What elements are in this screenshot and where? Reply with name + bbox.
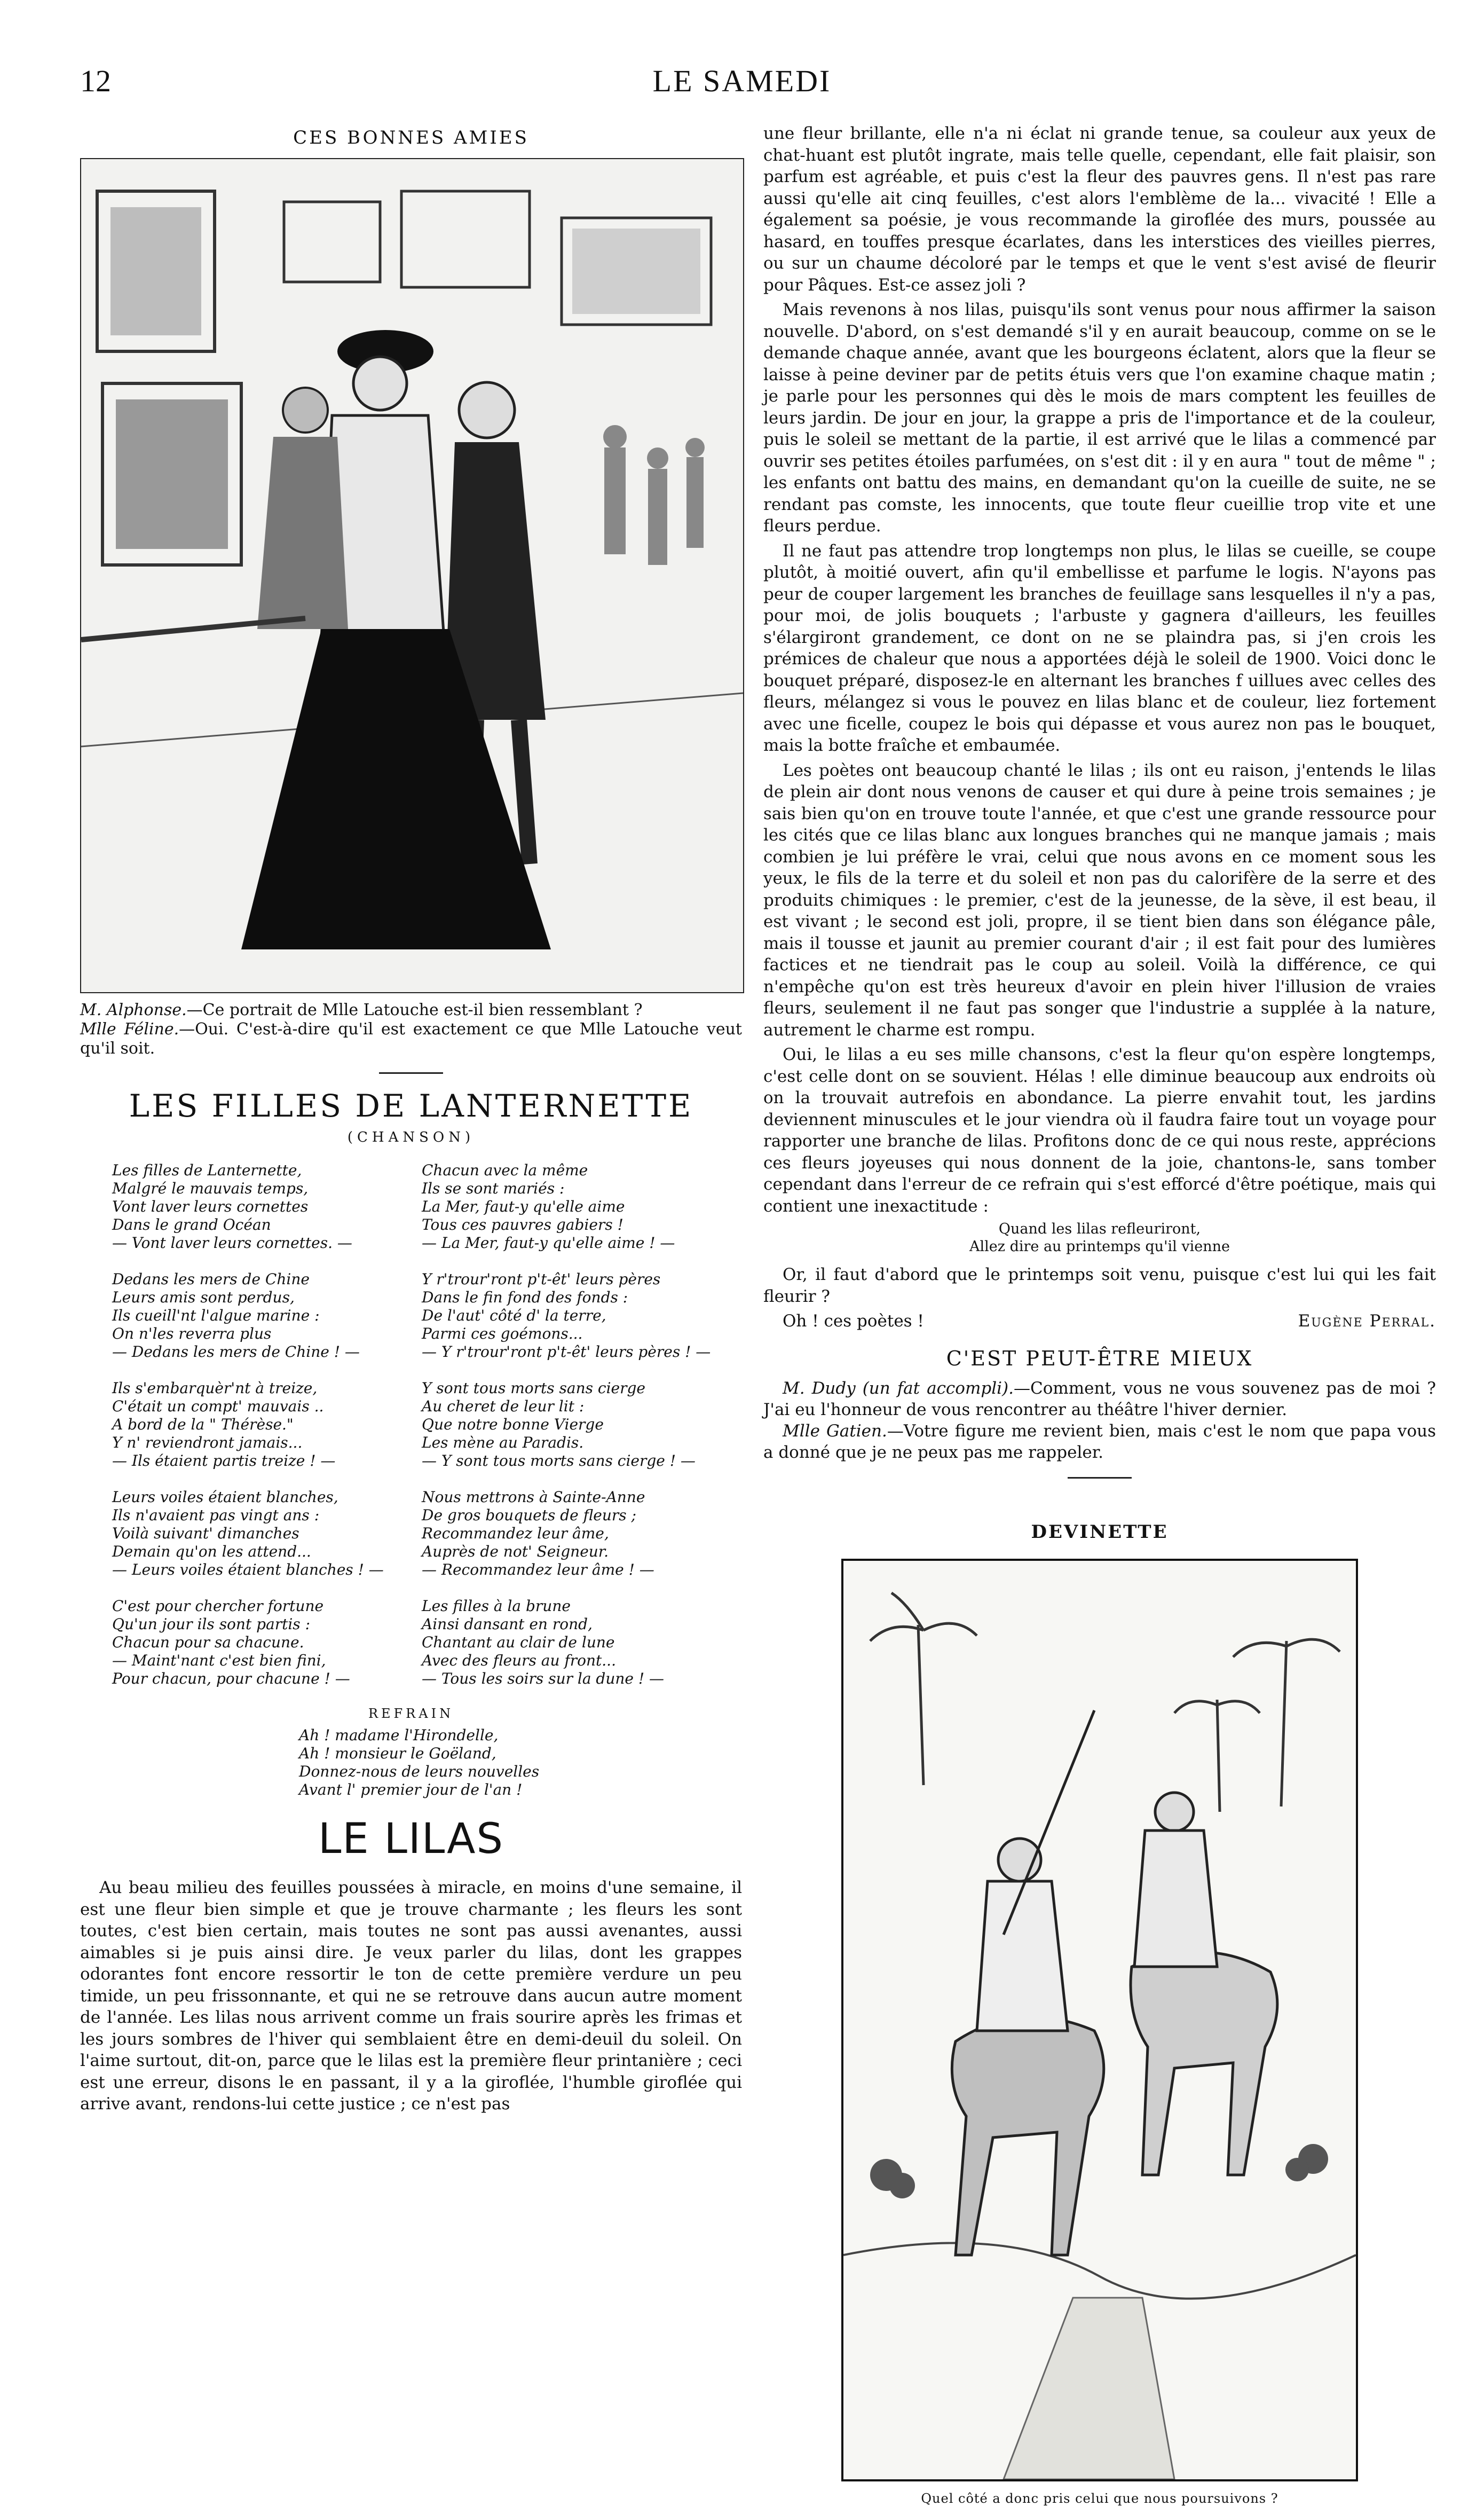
gallery-drawing <box>81 159 743 992</box>
verse-line: Demain qu'on les attend... <box>112 1543 311 1560</box>
verse-line: Dans le grand Océan <box>112 1216 271 1234</box>
verse-line: Quand les lilas refleuriront, <box>998 1221 1201 1237</box>
verse-line: Vont laver leurs cornettes <box>112 1198 309 1215</box>
song-subtitle: (CHANSON) <box>347 1129 475 1145</box>
divider <box>1068 1477 1132 1479</box>
verse-line: C'est pour chercher fortune <box>112 1597 324 1615</box>
article-paragraph: une fleur brillante, elle n'a ni éclat ni grande tenue, sa couleur aux yeux de chat-huant est plutôt ingrate, mais telle quelle, cependant, elle fait plaisir, son parfum est agréable, et puis c'est la fleur des pauvres gens. Il n'est pas rare aussi qu'elle ait cinq feuilles, c'est alors l'emblème de la... vivacité ! Elle a également sa poésie, je vous recommande la giroflée des murs, poussée au hasard, en touffes presque écarlates, dans les interstices des vieilles pierres, ou sur un chaume décoloré par le temps et que le vent s'est avisé de fleurir pour Pâques. Est-ce assez joli ? <box>763 124 1436 295</box>
signature-line <box>763 1310 1436 1332</box>
illustration-caption <box>80 1001 742 1058</box>
verse-line: Qu'un jour ils sont partis : <box>112 1615 311 1633</box>
dialog-line <box>763 1420 1436 1463</box>
stanza-row-1 <box>80 1161 742 1252</box>
page-header <box>80 63 1404 106</box>
caption-speaker-1: M. Alphonse. <box>80 1001 187 1019</box>
stanza <box>112 1270 400 1361</box>
verse-line: Nous mettrons à Sainte-Anne <box>422 1488 645 1506</box>
verse-line: Leurs amis sont perdus, <box>112 1289 295 1306</box>
horsemen-drawing <box>843 1561 1356 2479</box>
devinette-title: DEVINETTE <box>1031 1521 1169 1543</box>
verse-line: Leurs voiles étaient blanches, <box>112 1488 338 1506</box>
article-paragraph: Les poètes ont beaucoup chanté le lilas ; ils ont eu raison, j'entends le lilas de plein air dont nous venons de causer et qui dure à peine trois semaines ; je sais bien qu'on en trouve toute l'année, et que c'est une grande ressource pour les cités que ce lilas blanc aux longues branches qui ne manque jamais ; mais combien je lui préfère le vrai, celui que nous avons en ce moment sous les yeux, le fils de la terre et du soleil et non pas du calorifère de la serre et des produits chimiques : le premier, c'est de la jeunesse, de la sève, il est beau, il est vivant ; le second est joli, propre, il se tient bien dans son élégance pâle, mais il tousse et jaunit au premier courant d'air ; il est fait pour des lumières factices et ne tiendrait pas le coup au soleil. Voilà la différence, ce qui n'empêche qu'on est très heureux d'avoir en plein hiver l'illusion de vraies fleurs, seulement il ne faut pas songer que l'industrie a supplée à la nature, autrement le charme est rompu. <box>763 760 1436 1040</box>
stanza-row-3 <box>80 1379 742 1470</box>
quoted-verse <box>763 1220 1436 1255</box>
verse-line: De l'aut' côté d' la terre, <box>422 1307 606 1324</box>
verse-line: Ainsi dansant en rond, <box>422 1615 593 1633</box>
verse-line: — Vont laver leurs cornettes. — <box>112 1234 352 1252</box>
refrain-label: REFRAIN <box>368 1706 454 1721</box>
speaker: M. Dudy (un fat accompli). <box>783 1379 1014 1398</box>
song-title: LES FILLES DE LANTERNETTE <box>129 1088 693 1124</box>
verse-line: On n'les reverra plus <box>112 1325 272 1342</box>
stanza <box>422 1488 710 1579</box>
verse-line: — Y sont tous morts sans cierge ! — <box>422 1452 696 1470</box>
devinette-caption: Quel côté a donc pris celui que nous poursuivons ? <box>921 2491 1278 2506</box>
gallery-illustration <box>80 158 744 993</box>
stanza <box>112 1488 400 1579</box>
verse-line: Avec des fleurs au front... <box>422 1652 616 1669</box>
verse-line: Recommandez leur âme, <box>422 1525 609 1542</box>
verse-line: Ils cueill'nt l'algue marine : <box>112 1307 320 1324</box>
stanza <box>112 1161 400 1252</box>
verse-line: Les filles à la brune <box>422 1597 571 1615</box>
verse-line: Tous ces pauvres gabiers ! <box>422 1216 623 1234</box>
verse-line: Auprès de not' Seigneur. <box>422 1543 609 1560</box>
verse-line: Chacun avec la même <box>422 1161 588 1179</box>
article-paragraph: Or, il faut d'abord que le printemps soit venu, puisque c'est lui qui les fait fleurir ? <box>763 1265 1436 1306</box>
stanza-row-4 <box>80 1488 742 1579</box>
verse-line: — La Mer, faut-y qu'elle aime ! — <box>422 1234 675 1252</box>
verse-line: Ah ! madame l'Hirondelle, <box>299 1726 499 1744</box>
verse-line: Y r'trour'ront p't-êt' leurs pères <box>422 1270 661 1288</box>
verse-line: De gros bouquets de fleurs ; <box>422 1506 636 1524</box>
verse-line: Dedans les mers de Chine <box>112 1270 310 1288</box>
stanza-row-2 <box>80 1270 742 1361</box>
article-title: LE LILAS <box>318 1815 504 1863</box>
section-title: C'EST PEUT-ÊTRE MIEUX <box>946 1347 1253 1370</box>
verse-line: Ils n'avaient pas vingt ans : <box>112 1506 320 1524</box>
verse-line: — Tous les soirs sur la dune ! — <box>422 1670 665 1687</box>
stanza <box>422 1597 710 1688</box>
stanza <box>422 1379 710 1470</box>
article-paragraph: Mais revenons à nos lilas, puisqu'ils sont venus pour nous affirmer la saison nouvelle. D'abord, on s'est demandé s'il y en aurait beaucoup, comme on se le demande chaque année, avant que les bourgeons éclatent, alors que la fleur se laisse à peine deviner par de petits étuis vers que l'on examine chaque matin ; je parle pour les personnes qui dès le mois de mars comptent les feuilles de leurs jardin. De jour en jour, la grappe a pris de l'importance et de la couleur, puis le soleil se mettant de la partie, il est arrivé que le lilas a commencé par ouvrir ses petites étoiles parfumées, on s'est dit : il y en aura " tout de même " ; les enfants ont battu des mains, en demandant qu'on la cueille de suite, ne se rendant pas comste, les innocents, que toute fleur cueillie trop vite et une fleurs perdue. <box>763 300 1436 536</box>
verse-line: Ah ! monsieur le Goëland, <box>299 1745 496 1762</box>
verse-line: — Dedans les mers de Chine ! — <box>112 1343 360 1361</box>
dialog-text: —Comment, vous ne vous souvenez pas de moi ? J'ai eu l'honneur de vous rencontrer au théâtre l'hiver dernier. <box>763 1379 1436 1419</box>
verse-line: Chacun pour sa chacune. <box>112 1633 304 1651</box>
verse-line: Malgré le mauvais temps, <box>112 1180 309 1197</box>
verse-line: Donnez-nous de leurs nouvelles <box>299 1763 540 1780</box>
verse-line: — Maint'nant c'est bien fini, <box>112 1652 326 1669</box>
caption-speaker-2: Mlle Féline. <box>80 1020 179 1039</box>
verse-line: — Y r'trour'ront p't-êt' leurs pères ! — <box>422 1343 711 1361</box>
verse-line: Les filles de Lanternette, <box>112 1161 302 1179</box>
verse-line: Allez dire au printemps qu'il vienne <box>969 1238 1230 1255</box>
verse-line: Ils s'embarquèr'nt à treize, <box>112 1379 318 1397</box>
verse-line: Ils se sont mariés : <box>422 1180 565 1197</box>
dialog-line <box>763 1378 1436 1420</box>
right-column <box>763 123 1436 2506</box>
verse-line: La Mer, faut-y qu'elle aime <box>422 1198 625 1215</box>
verse-line: A bord de la " Thérèse." <box>112 1416 294 1433</box>
stanza <box>112 1597 400 1688</box>
exclamation: Oh ! ces poètes ! <box>783 1311 924 1331</box>
page-number: 12 <box>80 64 111 98</box>
verse-line: Avant l' premier jour de l'an ! <box>299 1781 523 1798</box>
caption-line-1: —Ce portrait de Mlle Latouche est-il bien ressemblant ? <box>186 1001 643 1019</box>
article-paragraph: Au beau milieu des feuilles poussées à miracle, en moins d'une semaine, il est une fleur bien simple et que je trouve charmante ; les fleurs les sont toutes, c'est bien certain, mais toutes ne sont pas aussi avenantes, aussi aimables si je puis ainsi dire. Je veux parler du lilas, dont les grappes odorantes font encore ressortir le ton de cette première verdure un peu timide, un peu frissonnante, et qui ne se retrouve dans aucun autre moment de l'année. Les lilas nous arrivent comme un frais sourire après les frimas et les jours sombres de l'hiver qui semblaient être en demi-deuil du soleil. On l'aime surtout, dit-on, parce que le lilas est la première fleur printanière ; ceci est une erreur, disons le en passant, il y a la giroflée, l'humble giroflée qui arrive avant, rendons-lui cette justice ; ce n'est pas <box>80 1878 742 2114</box>
stanza <box>112 1379 400 1470</box>
verse-line: — Recommandez leur âme ! — <box>422 1561 654 1578</box>
verse-line: Au cheret de leur lit : <box>422 1397 585 1415</box>
verse-line: Dans le fin fond des fonds : <box>422 1289 628 1306</box>
stanza <box>422 1270 710 1361</box>
verse-line: — Leurs voiles étaient blanches ! — <box>112 1561 384 1578</box>
masthead-title: LE SAMEDI <box>652 64 832 98</box>
verse-line: Chantant au clair de lune <box>422 1633 615 1651</box>
divider <box>379 1072 443 1074</box>
verse-line: Les mène au Paradis. <box>422 1434 584 1451</box>
verse-line: Y n' reviendront jamais... <box>112 1434 303 1451</box>
verse-line: Pour chacun, pour chacune ! — <box>112 1670 350 1687</box>
caption-line-2: —Oui. C'est-à-dire qu'il est exactement ce que Mlle Latouche veut qu'il soit. <box>80 1020 742 1058</box>
illustration-title: CES BONNES AMIES <box>293 127 529 148</box>
verse-line: Y sont tous morts sans cierge <box>422 1379 645 1397</box>
verse-line: Que notre bonne Vierge <box>422 1416 604 1433</box>
devinette-illustration <box>841 1559 1358 2481</box>
verse-line: Parmi ces goémons... <box>422 1325 583 1342</box>
speaker: Mlle Gatien. <box>783 1421 887 1441</box>
stanza-row-5 <box>80 1597 742 1688</box>
article-paragraph: Oui, le lilas a eu ses mille chansons, c'est la fleur qu'on espère longtemps, c'est celle dont on se souvient. Hélas ! elle diminue beaucoup aux endroits où on la trouvait autrefois en abondance. La pierre envahit tout, les jardins deviennent minuscules et le jour viendra où il faudra faire tout un voyage pour rapporter une branche de lilas. Profitons donc de ce qui nous reste, apprécions ces fleurs joyeuses qui nous donnent de la joie, chantons-le, sans tomber cependant dans l'erreur de ce refrain qui s'est efforcé d'être poétique, mais qui contient une inexactitude : <box>763 1045 1436 1216</box>
refrain <box>235 1726 587 1799</box>
dialog-text: —Votre figure me revient bien, mais c'est le nom que papa vous a donné que je ne peux pas me rappeler. <box>763 1421 1436 1462</box>
left-column <box>80 123 742 2118</box>
verse-line: Voilà suivant' dimanches <box>112 1525 299 1542</box>
verse-line: C'était un compt' mauvais .. <box>112 1397 324 1415</box>
author-name: Eugène Perral. <box>1298 1311 1436 1331</box>
article-paragraph: Il ne faut pas attendre trop longtemps non plus, le lilas se cueille, se coupe plutôt, à moitié ouvert, afin qu'il embellisse et parfume le logis. N'ayons pas peur de couper largement les branches de feuillage sans lesquelles il n'y a pas, pour moi, de jolis bouquets ; l'arbuste y gagnera d'ailleurs, les feuilles s'élargiront grandement, ce dont on ne se plaindra pas, si j'en crois les prémices de chaleur que nous a apportées déjà le soleil de 1900. Voici donc le bouquet préparé, disposez-le en alternant les branches f uillues avec celles des fleurs, mélangez si vous le pouvez en lilas blanc et de couleur, liez fortement avec une ficelle, coupez le bois qui dépasse et vous aurez non pas le bouquet, mais la botte fraîche et embaumée. <box>763 541 1436 755</box>
verse-line: — Ils étaient partis treize ! — <box>112 1452 336 1470</box>
stanza <box>422 1161 710 1252</box>
